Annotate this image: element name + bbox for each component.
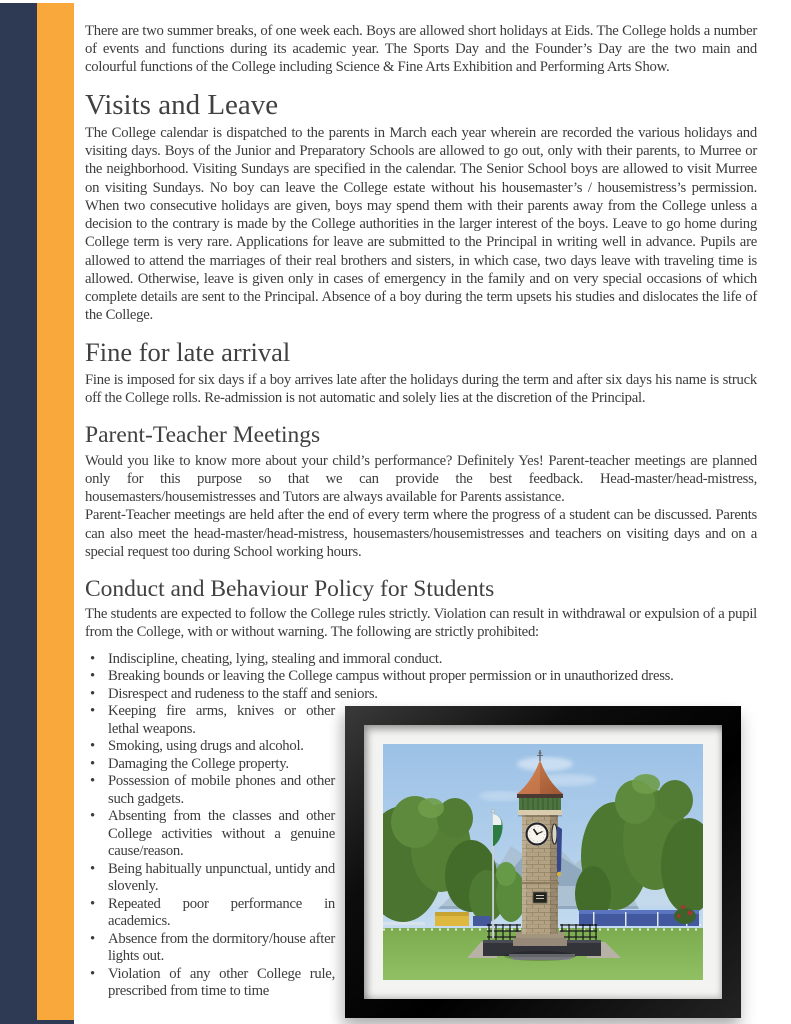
ptm-paragraph-1: Would you like to know more about your child’s performance? Definitely Yes! Parent-teacher meetings are planned only for this purpose so that we can provide the best feedback. Head-master/head-mistress, housemasters/housemistresses and Tutors are always available for Parents assistance.: [85, 452, 757, 506]
list-item: • Absence from the dormitory/house after lights out.: [85, 931, 757, 966]
list-item: • Being habitually unpunctual, untidy and slovenly.: [85, 861, 757, 896]
list-item: • Absenting from the classes and other College activities without a genuine cause/reason.: [85, 808, 757, 861]
visits-paragraph: The College calendar is dispatched to the parents in March each year wherein are recorded the various holidays and visiting days. Boys of the Junior and Preparatory Schools are allowed to go out, only with their parents, to Murree or the neighborhood. Visiting Sundays are specified in the calendar. The Senior School boys are allowed to visit Murree on visiting Sundays. No boy can leave the College estate without his housemaster’s / housemistress’s permission. When two consecutive holidays are given, boys may spend them with their parents away from the College unless a decision to the contrary is made by the College authorities in the larger interest of the boys. Leave to go home during College term is very rare. Applications for leave are submitted to the Principal in writing well in advance. Pupils are allowed to attend the marriages of their real brothers and sisters, in which case, two days leave with traveling time is allowed. Otherwise, leave is given only in cases of emergency in the family and on very special occasions of which complete details are sent to the Principal. Absence of a boy during the term upsets his studies and dislocates the life of the College.: [85, 125, 757, 324]
ptm-paragraph-2: Parent-Teacher meetings are held after the end of every term where the progress of a student can be discussed. Parents can also meet the head-master/head-mistress, housemasters/housemistresses and teachers on visiting days and on a special request too during School working hours.: [85, 507, 757, 560]
left-navy-stripe: [0, 3, 37, 1024]
list-item: • Smoking, using drugs and alcohol.: [85, 738, 757, 756]
heading-conduct-policy: Conduct and Behaviour Policy for Students: [85, 575, 495, 602]
heading-parent-teacher-meetings: Parent-Teacher Meetings: [85, 422, 321, 449]
list-item: • Keeping fire arms, knives or other lethal weapons.: [85, 703, 757, 738]
prohibited-list-top: [85, 651, 757, 704]
list-item: • Breaking bounds or leaving the College campus without proper permission or in unauthorized dress.: [85, 668, 757, 686]
page-content: [85, 22, 757, 1018]
bottom-navy-strip: [0, 1020, 74, 1024]
list-item: • Disrespect and rudeness to the staff and seniors.: [85, 686, 757, 704]
intro-paragraph: There are two summer breaks, of one week each. Boys are allowed short holidays at Eids. The College holds a number of events and functions during its academic year. The Sports Day and the Founder’s Day are the two main and colourful functions of the College including Science & Fine Arts Exhibition and Performing Arts Show.: [85, 23, 757, 76]
heading-visits-and-leave: Visits and Leave: [85, 88, 279, 121]
fine-paragraph: Fine is imposed for six days if a boy arrives late after the holidays during the term and after six days his name is struck off the College rolls. Re-admission is not automatic and solely lies at the discretion of the Principal.: [85, 371, 757, 407]
prohibited-list-wrapped: [85, 703, 757, 1001]
list-item: • Possession of mobile phones and other such gadgets.: [85, 773, 757, 808]
heading-fine-for-late-arrival: Fine for late arrival: [85, 337, 291, 368]
list-item: • Repeated poor performance in academics.: [85, 896, 757, 931]
list-item: • Damaging the College property.: [85, 756, 757, 774]
left-orange-stripe: [37, 3, 74, 1020]
conduct-lead-paragraph: The students are expected to follow the College rules strictly. Violation can result in withdrawal or expulsion of a pupil from the College, with or without warning. The following are strictly prohibited:: [85, 606, 757, 641]
list-item: • Indiscipline, cheating, lying, stealing and immoral conduct.: [85, 651, 757, 669]
list-item: • Violation of any other College rule, prescribed from time to time: [85, 966, 757, 1001]
